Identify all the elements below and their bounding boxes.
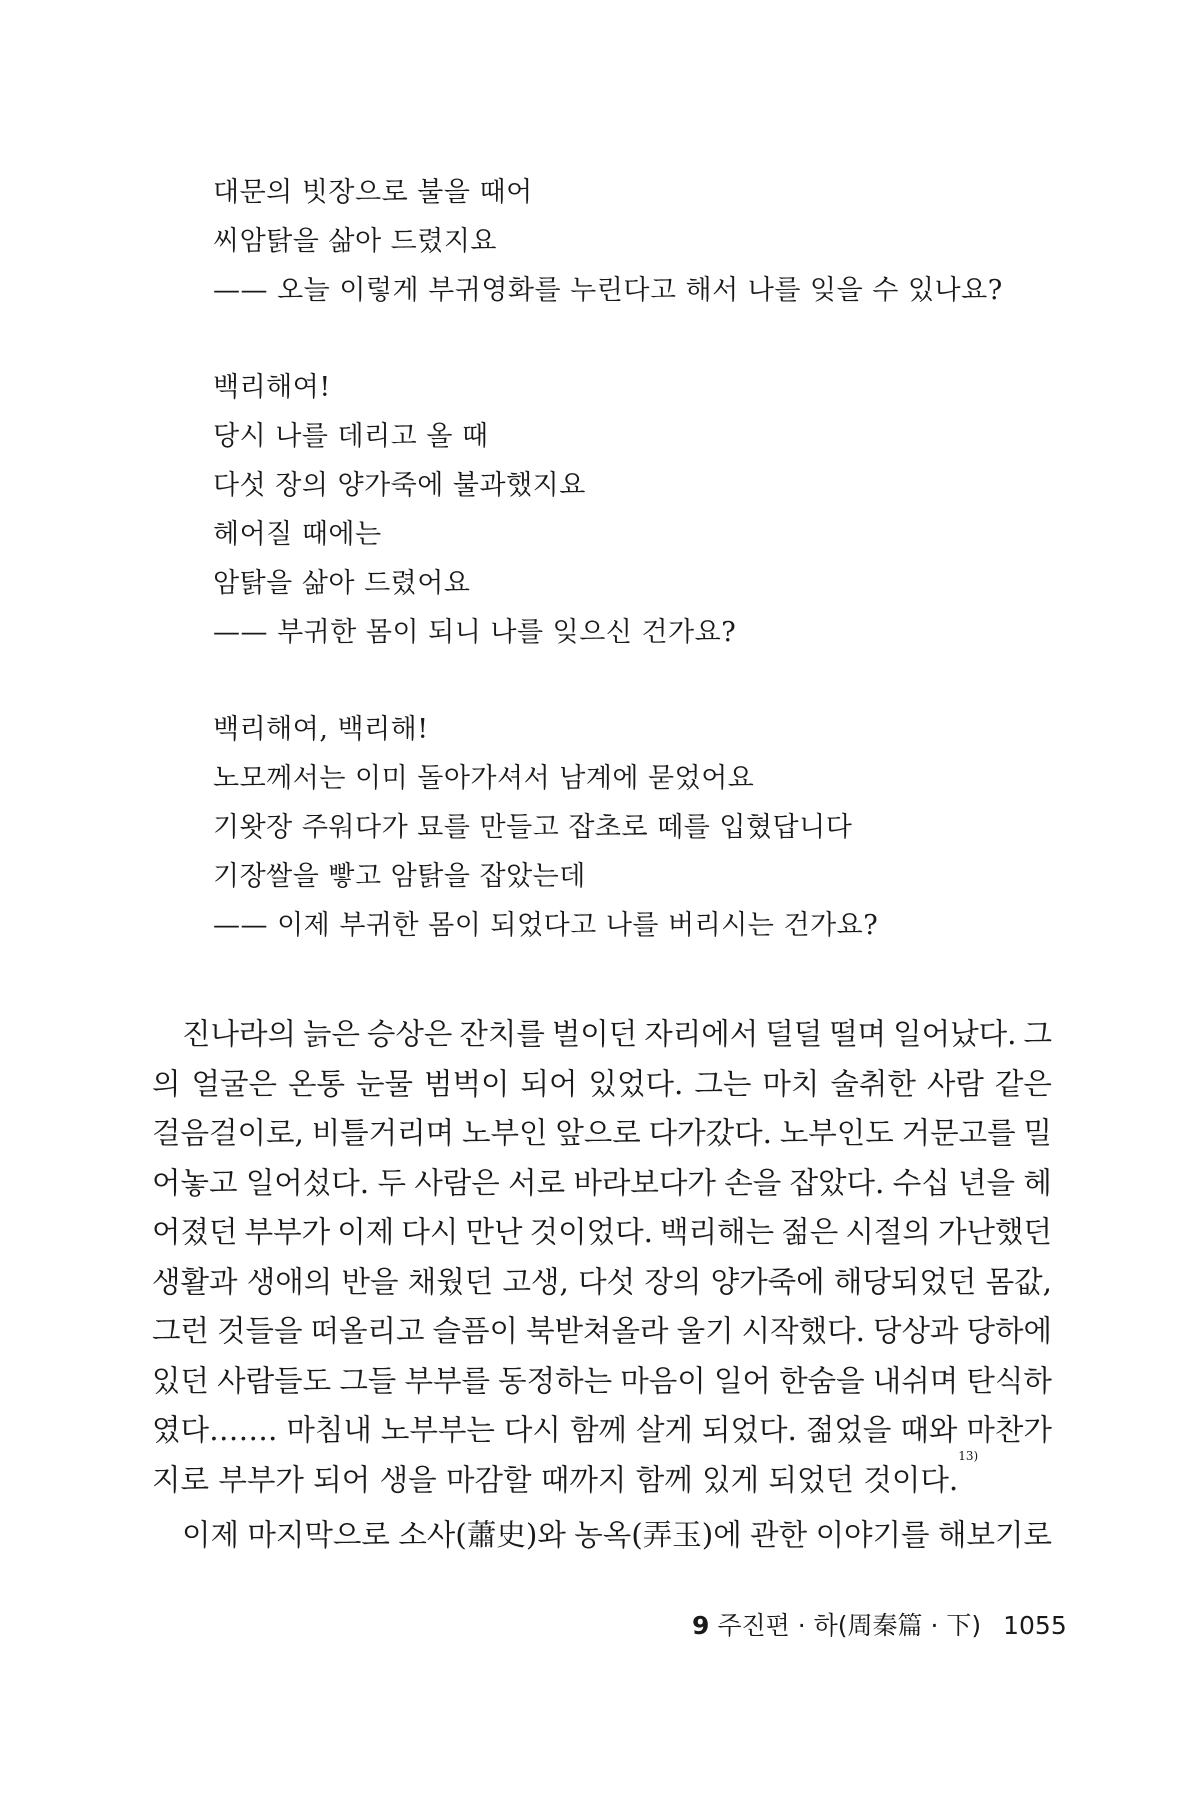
line-text (152, 1159, 1052, 1209)
paragraph-line (152, 1159, 1052, 1209)
word: 젊었을 (805, 1413, 892, 1447)
word: 서로 (508, 1165, 566, 1200)
paragraph-line (152, 1010, 1052, 1060)
word: 일어났다. (893, 1017, 1017, 1051)
word: 거문고를 (901, 1116, 1016, 1150)
word: 떠올리고 (310, 1314, 425, 1348)
word: 사람 (926, 1066, 984, 1101)
paragraph-2 (152, 1511, 1052, 1561)
paragraph-line (152, 1357, 1052, 1407)
word: 때와 (900, 1413, 958, 1447)
word: 자리에서 (644, 1017, 759, 1051)
word: 의 (152, 1066, 181, 1101)
word: 울기 (676, 1314, 734, 1348)
word: 걸음걸이로, (152, 1116, 304, 1150)
word: 그런 (152, 1314, 209, 1348)
poem-line: 노모께서는 이미 돌아가셔서 남계에 묻었어요 (213, 763, 755, 794)
paragraph-line (152, 1307, 1052, 1357)
word: 노부인 (462, 1116, 548, 1150)
word: 젊은 (781, 1215, 839, 1249)
word: 사람은 (414, 1165, 500, 1200)
word: 것이었다. (529, 1215, 653, 1249)
poem-line: 대문의 빗장으로 불을 때어 (213, 177, 533, 208)
word: 동정하는 (498, 1363, 613, 1398)
word: 온통 (288, 1066, 345, 1101)
word: 되었다. (701, 1413, 797, 1447)
word: 다섯 (578, 1264, 636, 1299)
word: 슬픔이 (432, 1314, 519, 1348)
word: 장의 (644, 1264, 702, 1299)
word: 마치 (762, 1066, 820, 1101)
word: 북받쳐올라 (526, 1314, 669, 1348)
paragraph-line (152, 1448, 1052, 1506)
footnote-marker: 13) (958, 1448, 979, 1463)
poem-line: 기왓장 주워다가 묘를 만들고 잡초로 떼를 입혔답니다 (213, 812, 853, 843)
word: 밀 (1023, 1116, 1052, 1150)
paragraph-line (152, 1060, 1052, 1110)
word: 당하에 (966, 1314, 1052, 1348)
paragraph-1 (152, 1010, 1052, 1505)
line-text: 지로 부부가 되어 생을 마감할 때까지 함께 있게 되었던 것이다. (152, 1462, 959, 1497)
word: 양가죽에 (710, 1264, 825, 1299)
poem-line: —— 부귀한 몸이 되니 나를 잊으신 건가요? (213, 617, 737, 648)
line-text (152, 1109, 1052, 1159)
paragraph-line (152, 1406, 1052, 1456)
word: 다가갔다. (648, 1116, 772, 1150)
word: 만난 (465, 1215, 523, 1249)
word: 부부를 (404, 1363, 490, 1398)
poem-line: 당시 나를 데리고 올 때 (213, 421, 489, 452)
chapter-title: 주진편 · 하(周秦篇 · 下) (717, 1611, 982, 1640)
line-text (152, 1208, 1052, 1258)
line-text (152, 1357, 1052, 1407)
word: 범벅이 (424, 1066, 510, 1101)
word: 관한 (750, 1518, 808, 1552)
word: 같은 (994, 1066, 1052, 1101)
word: 있었다. (588, 1066, 684, 1101)
word: 있던 (152, 1363, 209, 1398)
line-text (152, 1406, 1052, 1456)
poem-block (213, 168, 1113, 998)
word: 백리해는 (660, 1215, 775, 1249)
line-text (182, 1511, 1052, 1561)
word: 당상과 (872, 1314, 959, 1348)
word: 마지막으로 (247, 1518, 390, 1552)
prose-block (152, 1010, 1052, 1561)
line-text (152, 1307, 1052, 1357)
poem-line: —— 이제 부귀한 몸이 되었다고 나를 버리시는 건가요? (213, 910, 879, 941)
word: 헤 (1023, 1165, 1052, 1200)
word: 시절의 (845, 1215, 931, 1249)
word: 다시 (503, 1413, 561, 1447)
poem-line: 백리해여, 백리해! (213, 714, 429, 745)
word: 일어섰다. (245, 1165, 370, 1200)
word: 마찬가 (966, 1413, 1052, 1447)
word: 함께 (569, 1413, 627, 1447)
word: 이야기를 (815, 1518, 930, 1552)
word: 생애의 (246, 1264, 333, 1299)
word: 수십 (892, 1165, 950, 1200)
word: 얼굴은 (191, 1066, 277, 1101)
word: 앞으로 (555, 1116, 641, 1150)
word: 눈물 (356, 1066, 413, 1101)
word: 다시 (401, 1215, 459, 1249)
word: 벌이던 (551, 1017, 638, 1051)
word: 덜덜 (765, 1017, 823, 1051)
word: 비틀거리며 (311, 1116, 455, 1150)
paragraph-line (152, 1258, 1052, 1308)
word: 부부가 (244, 1215, 331, 1249)
paragraph-line (152, 1511, 1052, 1561)
word: 이제 (182, 1518, 239, 1552)
word: 농옥(弄玉)에 (574, 1518, 742, 1552)
word: 되어 (520, 1066, 578, 1101)
word: 그는 (694, 1066, 752, 1101)
word: 어놓고 (152, 1165, 238, 1200)
word: 술취한 (830, 1066, 916, 1101)
poem-line: 씨암탉을 삶아 드렸지요 (213, 226, 497, 257)
word: 년을 (958, 1165, 1016, 1200)
poem-line: 헤어질 때에는 (213, 519, 382, 550)
word: 그 (1023, 1017, 1052, 1051)
word: 잔치를 (459, 1017, 545, 1051)
line-text (182, 1010, 1052, 1060)
word: 마침내 (286, 1413, 372, 1447)
word: 마음이 (620, 1363, 706, 1398)
word: 잡았다. (789, 1165, 885, 1200)
word: 였다……. (152, 1413, 278, 1447)
word: 손을 (724, 1165, 782, 1200)
word: 승상은 (366, 1017, 453, 1051)
poem-line: 다섯 장의 양가죽에 불과했지요 (213, 470, 586, 501)
poem-stanza-2 (213, 363, 1113, 657)
word: 반을 (341, 1264, 399, 1299)
line-text (152, 1258, 1052, 1308)
word: 내쉬며 (872, 1363, 959, 1398)
word: 노부인도 (779, 1116, 894, 1150)
word: 바라보다가 (573, 1165, 716, 1200)
word: 소사(蕭史)와 (398, 1518, 566, 1552)
word: 고생, (502, 1264, 569, 1299)
word: 해보기로 (937, 1518, 1052, 1552)
word: 사람들도 (217, 1363, 332, 1398)
word: 진나라의 (182, 1017, 296, 1051)
word: 탄식하 (966, 1363, 1052, 1398)
word: 가난했던 (938, 1215, 1052, 1249)
word: 이제 (337, 1215, 395, 1249)
word: 그들 (339, 1363, 397, 1398)
poem-line: 백리해여! (213, 372, 331, 403)
word: 늙은 (302, 1017, 360, 1051)
paragraph-line (152, 1208, 1052, 1258)
word: 일어 (713, 1363, 771, 1398)
word: 한숨을 (779, 1363, 865, 1398)
word: 해당되었던 (833, 1264, 977, 1299)
poem-stanza-1 (213, 168, 1113, 315)
running-footer (692, 1611, 1067, 1641)
word: 떨며 (829, 1017, 887, 1051)
page-number: 1055 (1003, 1611, 1067, 1640)
paragraph-line (152, 1109, 1052, 1159)
line-text (152, 1060, 1052, 1110)
poem-line: 기장쌀을 빻고 암탉을 잡았는데 (213, 861, 586, 892)
chapter-number: 9 (692, 1611, 710, 1640)
word: 몸값, (985, 1264, 1052, 1299)
word: 노부부는 (380, 1413, 495, 1447)
word: 생활과 (152, 1264, 238, 1299)
word: 어졌던 (152, 1215, 238, 1249)
word: 채웠던 (407, 1264, 494, 1299)
poem-line: 암탉을 삶아 드렸어요 (213, 568, 471, 599)
word: 시작했다. (741, 1314, 865, 1348)
poem-stanza-3 (213, 705, 1113, 950)
word: 두 (377, 1165, 406, 1200)
word: 살게 (635, 1413, 693, 1447)
poem-line: —— 오늘 이렇게 부귀영화를 누린다고 해서 나를 잊을 수 있나요? (213, 275, 1003, 306)
word: 것들을 (217, 1314, 303, 1348)
